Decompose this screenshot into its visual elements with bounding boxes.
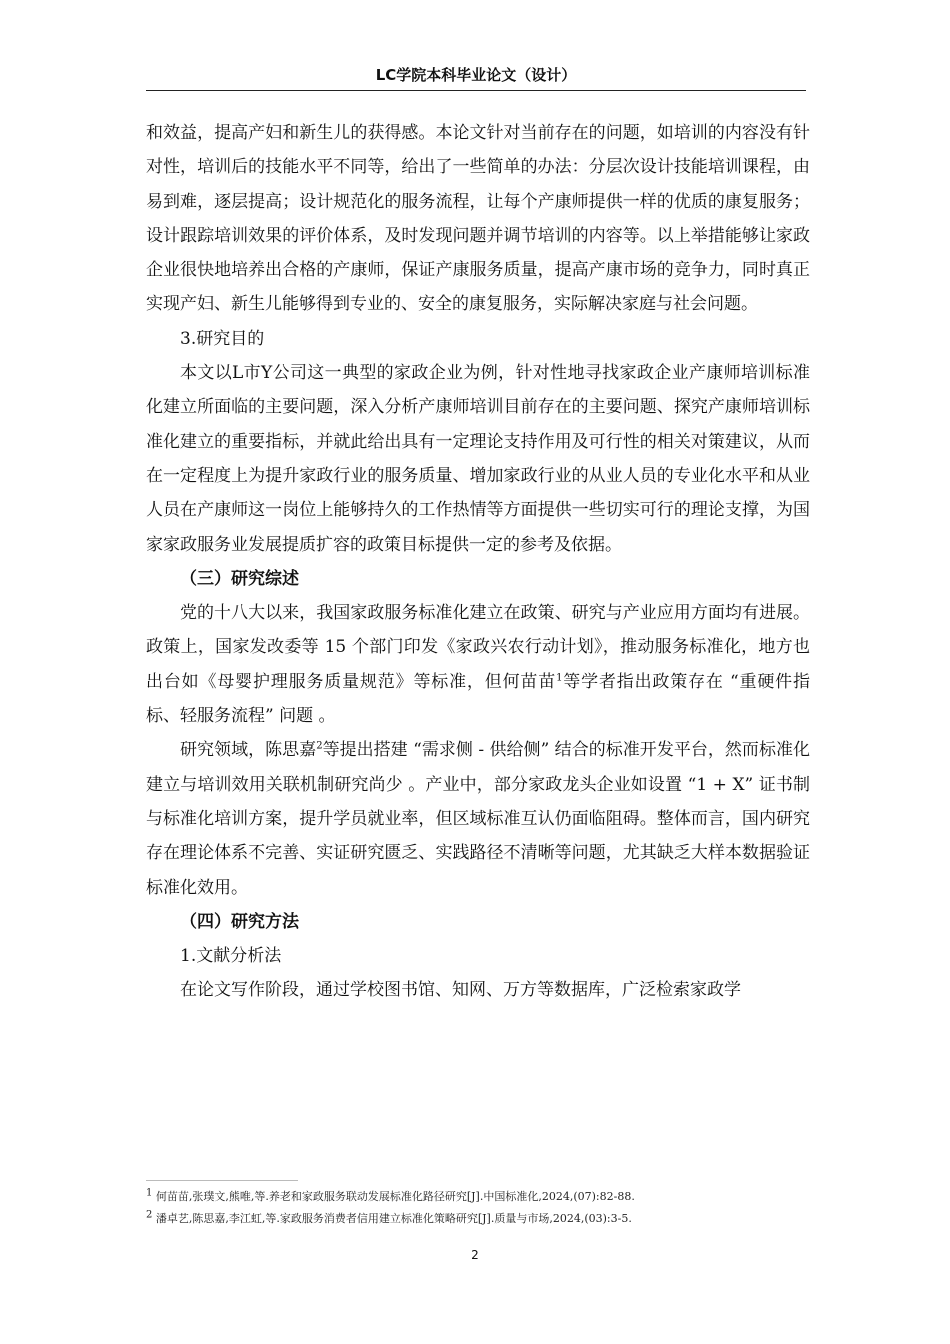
footnote	[146, 1208, 810, 1230]
footnote-divider	[146, 1180, 298, 1181]
footnote-text: 潘卓艺,陈思嘉,李江虹,等.家政服务消费者信用建立标准化策略研究[J].质量与市场,2024,(03):3-5.	[155, 1212, 632, 1225]
paragraph: 本文以L市Y公司这一典型的家政企业为例，针对性地寻找家政企业产康师培训标准化建立所面临的主要问题，深入分析产康师培训目前存在的主要问题、探究产康师培训标准化建立的重要指标，并就此给出具有一定理论支持作用及可行性的相关对策建议，从而在一定程度上为提升家政行业的服务质量、增加家政行业的从业人员的专业化水平和从业人员在产康师这一岗位上能够持久的工作热情等方面提供一些切实可行的理论支撑，为国家家政服务业发展提质扩容的政策目标提供一定的参考及依据。	[146, 363, 810, 555]
page-header: LC学院本科毕业论文（设计）	[146, 60, 806, 91]
section-subheading: 3.研究目的	[180, 328, 265, 349]
footnote-text: 何苗苗,张璞文,熊唯,等.养老和家政服务联动发展标准化路径研究[J].中国标准化,2024,(07):82-88.	[155, 1190, 635, 1203]
section-heading: （四）研究方法	[180, 911, 299, 932]
paragraph-text: 研究领域，陈思嘉	[180, 740, 317, 761]
paragraph-text: 党的十八大以来，我国家政服务标准化建立在政策、研究与产业应用方面均有进展。政策上，国家发改委等 15 个部门印发《家政兴农行动计划》，推动服务标准化，地方也出台如《母婴护理服务质量规范》等标准，但何苗苗	[146, 603, 810, 692]
paragraph-text: 等提出搭建 “需求侧 - 供给侧” 结合的标准开发平台，然而标准化建立与培训效用关联机制研究尚少 。产业中，部分家政龙头企业如设置 “1 + X” 证书制与标准化培训方案，提升学员就业率，但区域标准互认仍面临阻碍。整体而言，国内研究存在理论体系不完善、实证研究匮乏、实践路径不清晰等问题，尤其缺乏大样本数据验证标准化效用。	[146, 740, 810, 898]
paragraph	[146, 596, 810, 733]
paragraph	[146, 733, 810, 904]
page-number: 2	[471, 1248, 479, 1262]
section-subheading: 1.文献分析法	[180, 946, 282, 967]
footnote-mark: 2	[146, 1209, 153, 1221]
body-text	[146, 116, 810, 1008]
footnote	[146, 1186, 810, 1208]
paragraph-text: 等学者指出政策存在 “重硬件指标、轻服务流程” 问题 。	[146, 671, 810, 727]
footnotes	[146, 1186, 810, 1230]
paragraph: 和效益，提高产妇和新生儿的获得感。本论文针对当前存在的问题，如培训的内容没有针对性，培训后的技能水平不同等，给出了一些简单的办法：分层次设计技能培训课程，由易到难，逐层提高；设计规范化的服务流程，让每个产康师提供一样的优质的康复服务；设计跟踪培训效果的评价体系，及时发现问题并调节培训的内容等。以上举措能够让家政企业很快地培养出合格的产康师，保证产康服务质量，提高产康市场的竞争力，同时真正实现产妇、新生儿能够得到专业的、安全的康复服务，实际解决家庭与社会问题。	[146, 123, 810, 315]
paragraph: 在论文写作阶段，通过学校图书馆、知网、万方等数据库，广泛检索家政学	[180, 980, 741, 1001]
section-heading: （三）研究综述	[180, 568, 299, 589]
footnote-mark: 1	[146, 1187, 153, 1199]
footnote-ref: 1	[556, 672, 563, 684]
footnote-ref: 2	[316, 740, 323, 752]
